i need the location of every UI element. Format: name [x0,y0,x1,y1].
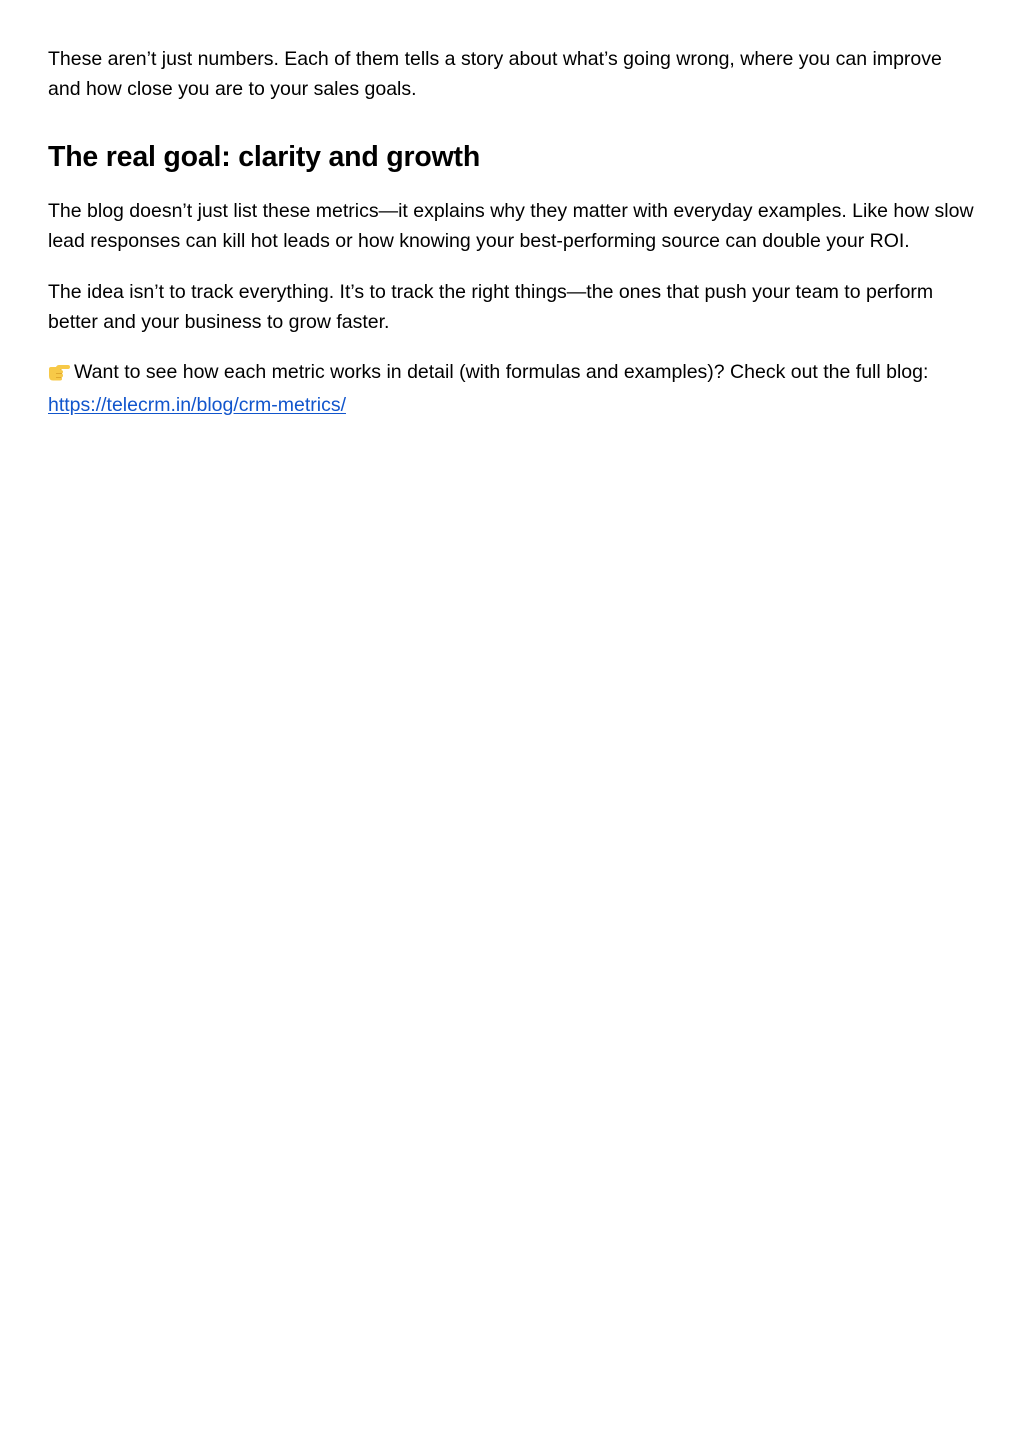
cta-text: Want to see how each metric works in detail (with formulas and examples)? Check out the full blog: [74,361,929,383]
blog-link[interactable]: https://telecrm.in/blog/crm-metrics/ [48,394,346,416]
body-paragraph-2: The idea isn’t to track everything. It’s to track the right things—the ones that push your team to perform better and your business to grow faster. [48,281,934,333]
cta-paragraph [48,357,978,420]
intro-paragraph: These aren’t just numbers. Each of them tells a story about what’s going wrong, where you can improve and how close you are to your sales goals. [48,48,942,100]
pointing-hand-icon [48,360,70,390]
section-heading: The real goal: clarity and growth [48,141,481,173]
body-paragraph-1: The blog doesn’t just list these metrics—it explains why they matter with everyday examples. Like how slow lead responses can kill hot leads or how knowing your best-performing source can double your ROI. [48,200,974,252]
document-page [48,44,978,420]
